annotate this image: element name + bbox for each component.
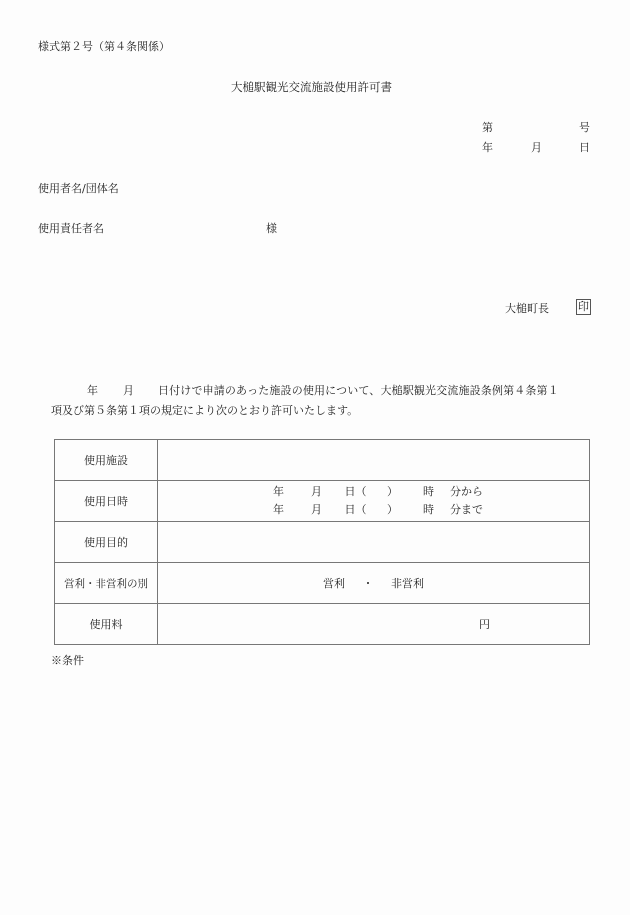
issue-date-month: 月: [531, 141, 542, 154]
to-day: 日（: [344, 503, 367, 516]
honorific: 様: [266, 222, 277, 235]
profit-separator: ・: [362, 577, 374, 590]
profit-option: 営利: [323, 577, 345, 590]
user-name-label: 使用者名/団体名: [38, 182, 119, 195]
table-row: [55, 440, 590, 481]
responsible-person-label: 使用責任者名: [38, 222, 104, 235]
purpose-label: 使用目的: [55, 522, 158, 563]
to-year: 年: [273, 503, 284, 516]
table-row: [55, 604, 590, 645]
to-hour: 時: [423, 503, 434, 516]
datetime-to: [158, 501, 589, 519]
from-minute: 分から: [450, 485, 483, 498]
issuer-name: 大槌町長: [505, 302, 549, 315]
seal-mark: 印: [578, 300, 589, 313]
purpose-value: [158, 522, 590, 563]
body-month: 月: [123, 384, 134, 397]
table-row: [55, 481, 590, 522]
datetime-from: [158, 483, 589, 501]
permit-details-table: [54, 439, 590, 645]
profit-type-value: [158, 563, 590, 604]
fee-unit: 円: [158, 604, 590, 645]
issue-number-suffix: 号: [579, 121, 590, 134]
datetime-value: [158, 481, 590, 522]
table-row: [55, 563, 590, 604]
facility-label: 使用施設: [55, 440, 158, 481]
from-month: 月: [311, 485, 322, 498]
form-number: 様式第２号（第４条関係）: [38, 40, 170, 53]
from-year: 年: [273, 485, 284, 498]
document-title: 大槌駅観光交流施設使用許可書: [231, 80, 392, 94]
facility-value: [158, 440, 590, 481]
issue-date-day: 日: [579, 141, 590, 154]
fee-label: 使用料: [55, 604, 158, 645]
table-row: [55, 522, 590, 563]
profit-type-label: 営利・非営利の別: [55, 563, 158, 604]
datetime-label: 使用日時: [55, 481, 158, 522]
body-year: 年: [87, 384, 98, 397]
from-hour: 時: [423, 485, 434, 498]
body-line-1: 日付けで申請のあった施設の使用について、大槌駅観光交流施設条例第４条第１: [158, 384, 559, 397]
non-profit-option: 非営利: [391, 577, 424, 590]
to-paren: ）: [387, 503, 398, 516]
from-paren: ）: [387, 485, 398, 498]
issue-number-prefix: 第: [482, 121, 493, 134]
conditions-note: ※条件: [51, 654, 84, 667]
from-day: 日（: [344, 485, 367, 498]
to-month: 月: [311, 503, 322, 516]
body-line-2: 項及び第５条第１項の規定により次のとおり許可いたします。: [51, 404, 359, 417]
to-minute: 分まで: [450, 503, 483, 516]
issue-date-year: 年: [482, 141, 493, 154]
